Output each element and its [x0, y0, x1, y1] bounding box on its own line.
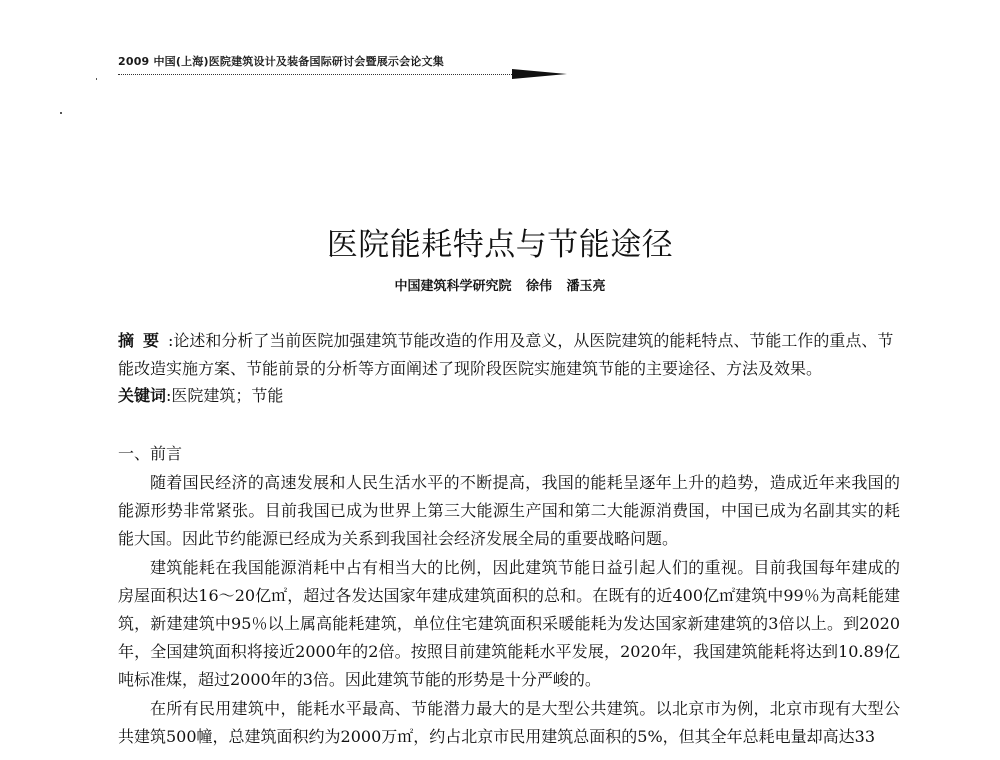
- section-heading: 一、前言: [118, 444, 183, 463]
- paragraph: 建筑能耗在我国能源消耗中占有相当大的比例，因此建筑节能日益引起人们的重视。目前我国每年建成的房屋面积达16～20亿㎡，超过各发达国家年建成建筑面积的总和。在既有的近400亿㎡建筑中99％为高耗能建筑，新建建筑中95％以上属高能耗建筑，单位住宅建筑面积采暖能耗为发达国家新建建筑的3倍以上。到2020年，全国建筑面积将接近2000年的2倍。按照目前建筑能耗水平发展，2020年，我国建筑能耗将达到10.89亿吨标准煤，超过2000年的3倍。因此建筑节能的形势是十分严峻的。: [118, 557, 900, 690]
- scan-speck: [60, 112, 62, 114]
- keywords-text: 医院建筑；节能: [171, 386, 284, 405]
- abstract-text: 论述和分析了当前医院加强建筑节能改造的作用及意义，从医院建筑的能耗特点、节能工作的重点、节能改造实施方案、节能前景的分析等方面阐述了现阶段医院实施建筑节能的主要途径、方法及效果。: [118, 331, 894, 378]
- affiliation: 中国建筑科学研究院: [394, 279, 512, 294]
- keywords-label: 关键词: [118, 386, 167, 405]
- author-name: 徐伟: [525, 279, 552, 294]
- author-name: 潘玉亮: [566, 279, 606, 294]
- header-rule: [118, 74, 516, 75]
- keywords-separator: :: [166, 386, 172, 405]
- section-body: [118, 469, 900, 751]
- abstract-label: 摘要: [118, 331, 169, 350]
- header-wedge-ornament: [512, 69, 567, 79]
- author-line: [0, 275, 1000, 294]
- paper-title: 医院能耗特点与节能途径: [326, 226, 674, 263]
- abstract-separator: :: [168, 331, 174, 350]
- paragraph: 在所有民用建筑中，能耗水平最高、节能潜力最大的是大型公共建筑。以北京市为例，北京市现有大型公共建筑500幢，总建筑面积约为2000万㎡，约占北京市民用建筑总面积的5%，但其全年总耗电量却高达33: [118, 698, 900, 746]
- running-header: 2009 中国(上海)医院建筑设计及装备国际研讨会暨展示会论文集: [118, 55, 444, 68]
- scan-speck: [96, 78, 97, 80]
- paragraph: 随着国民经济的高速发展和人民生活水平的不断提高，我国的能耗呈逐年上升的趋势，造成近年来我国的能源形势非常紧张。目前我国已成为世界上第三大能源生产国和第二大能源消费国，中国已成为名副其实的耗能大国。因此节约能源已经成为关系到我国社会经济发展全局的重要战略问题。: [118, 473, 900, 549]
- abstract: [118, 327, 900, 383]
- keywords: [118, 385, 900, 407]
